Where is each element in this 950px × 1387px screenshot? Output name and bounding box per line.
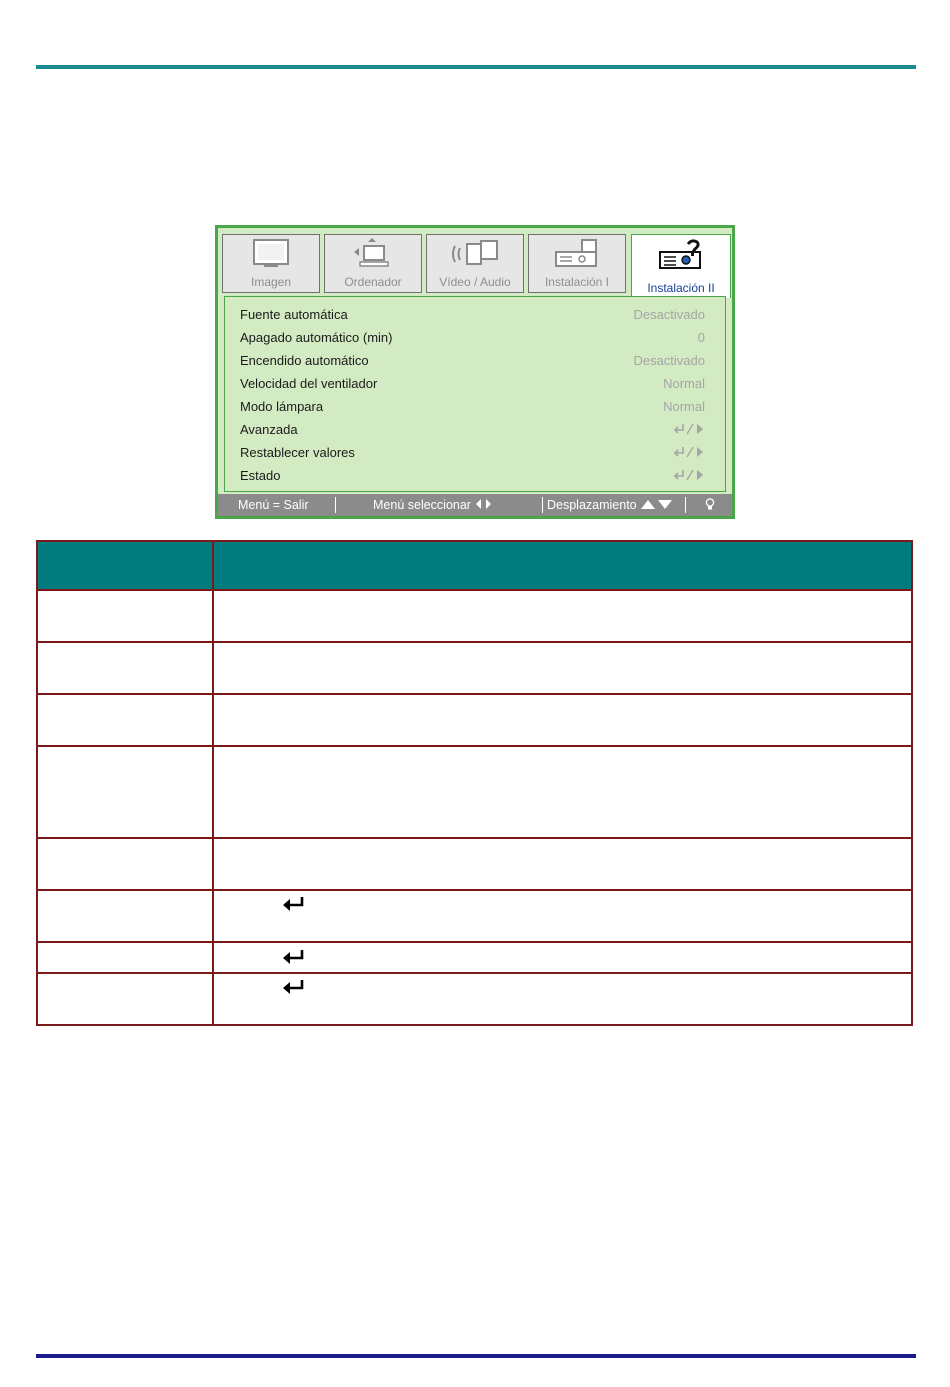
enter-icon <box>282 979 308 1000</box>
projector-icon <box>552 238 602 270</box>
monitor-icon <box>250 238 292 268</box>
bottom-rule <box>36 1354 916 1358</box>
table-cell <box>213 838 912 890</box>
table-cell <box>213 590 912 642</box>
table-header-row <box>37 541 912 590</box>
menu-item-label: Apagado automático (min) <box>240 330 393 345</box>
table-row <box>37 973 912 1025</box>
table-row <box>37 642 912 694</box>
status-divider <box>685 497 686 513</box>
status-exit-hint: Menú = Salir <box>238 498 309 512</box>
menu-item-avanzada[interactable] <box>240 418 705 440</box>
table-cell <box>213 942 912 973</box>
tab-label: Instalación I <box>544 275 610 289</box>
menu-item-label: Avanzada <box>240 422 298 437</box>
menu-item-label: Estado <box>240 468 281 483</box>
table-cell <box>213 642 912 694</box>
table-cell <box>213 746 912 838</box>
table-header-cell <box>37 541 213 590</box>
status-select-text: Menú seleccionar <box>373 498 471 512</box>
menu-item-estado[interactable] <box>240 464 705 486</box>
tab-label: Instalación II <box>647 281 715 295</box>
menu-item-label: Fuente automática <box>240 307 348 322</box>
table-row <box>37 942 912 973</box>
menu-item-value: Desactivado <box>633 353 705 368</box>
enter-icon <box>282 949 308 970</box>
tab-instalacion-2[interactable] <box>631 234 731 298</box>
menu-item-value: Normal <box>663 376 705 391</box>
table-cell <box>37 746 213 838</box>
menu-item-modo-lampara[interactable] <box>240 395 705 417</box>
status-scroll-hint <box>547 498 674 512</box>
projector-help-icon <box>656 238 706 272</box>
table-row <box>37 590 912 642</box>
menu-item-velocidad-ventilador[interactable] <box>240 372 705 394</box>
tab-ordenador[interactable] <box>324 234 422 293</box>
up-down-arrows-icon <box>640 498 674 510</box>
tab-label: Imagen <box>250 275 292 289</box>
menu-item-encendido-automatico[interactable] <box>240 349 705 371</box>
menu-item-value: 0 <box>697 330 705 345</box>
table-cell <box>37 890 213 942</box>
status-divider <box>335 497 336 513</box>
enter-right-icon <box>673 446 705 458</box>
table-cell <box>37 694 213 746</box>
menu-item-apagado-automatico[interactable] <box>240 326 705 348</box>
table-cell <box>37 973 213 1025</box>
tab-instalacion-1[interactable] <box>528 234 626 293</box>
lamp-icon <box>705 498 715 514</box>
table-cell <box>213 890 912 942</box>
table-row <box>37 694 912 746</box>
table-cell <box>37 838 213 890</box>
table-cell <box>213 694 912 746</box>
tab-label: Vídeo / Audio <box>439 275 511 289</box>
table-row <box>37 838 912 890</box>
menu-item-value: Normal <box>663 399 705 414</box>
tab-imagen[interactable] <box>222 234 320 293</box>
table-cell <box>37 590 213 642</box>
computer-icon <box>350 238 396 270</box>
osd-menu <box>215 225 735 519</box>
left-right-arrows-icon <box>474 498 494 510</box>
table-cell <box>37 942 213 973</box>
table-cell <box>37 642 213 694</box>
tab-label: Ordenador <box>344 275 402 289</box>
status-divider <box>542 497 543 513</box>
menu-item-label: Modo lámpara <box>240 399 324 414</box>
table-row <box>37 746 912 838</box>
table-cell <box>213 973 912 1025</box>
status-scroll-text: Desplazamiento <box>547 498 637 512</box>
enter-right-icon <box>673 469 705 481</box>
menu-item-label: Encendido automático <box>240 353 369 368</box>
top-rule <box>36 65 916 69</box>
description-table <box>36 540 913 1026</box>
table-header-cell <box>213 541 912 590</box>
status-select-hint <box>373 498 494 512</box>
video-audio-icon <box>447 238 503 270</box>
menu-item-restablecer-valores[interactable] <box>240 441 705 463</box>
enter-right-icon <box>673 423 705 435</box>
settings-panel <box>224 296 726 492</box>
menu-item-label: Velocidad del ventilador <box>240 376 378 391</box>
menu-item-label: Restablecer valores <box>240 445 355 460</box>
tab-video-audio[interactable] <box>426 234 524 293</box>
table-row <box>37 890 912 942</box>
menu-item-value: Desactivado <box>633 307 705 322</box>
enter-icon <box>282 896 308 917</box>
osd-status-bar <box>218 494 732 516</box>
menu-item-fuente-automatica[interactable] <box>240 303 705 325</box>
